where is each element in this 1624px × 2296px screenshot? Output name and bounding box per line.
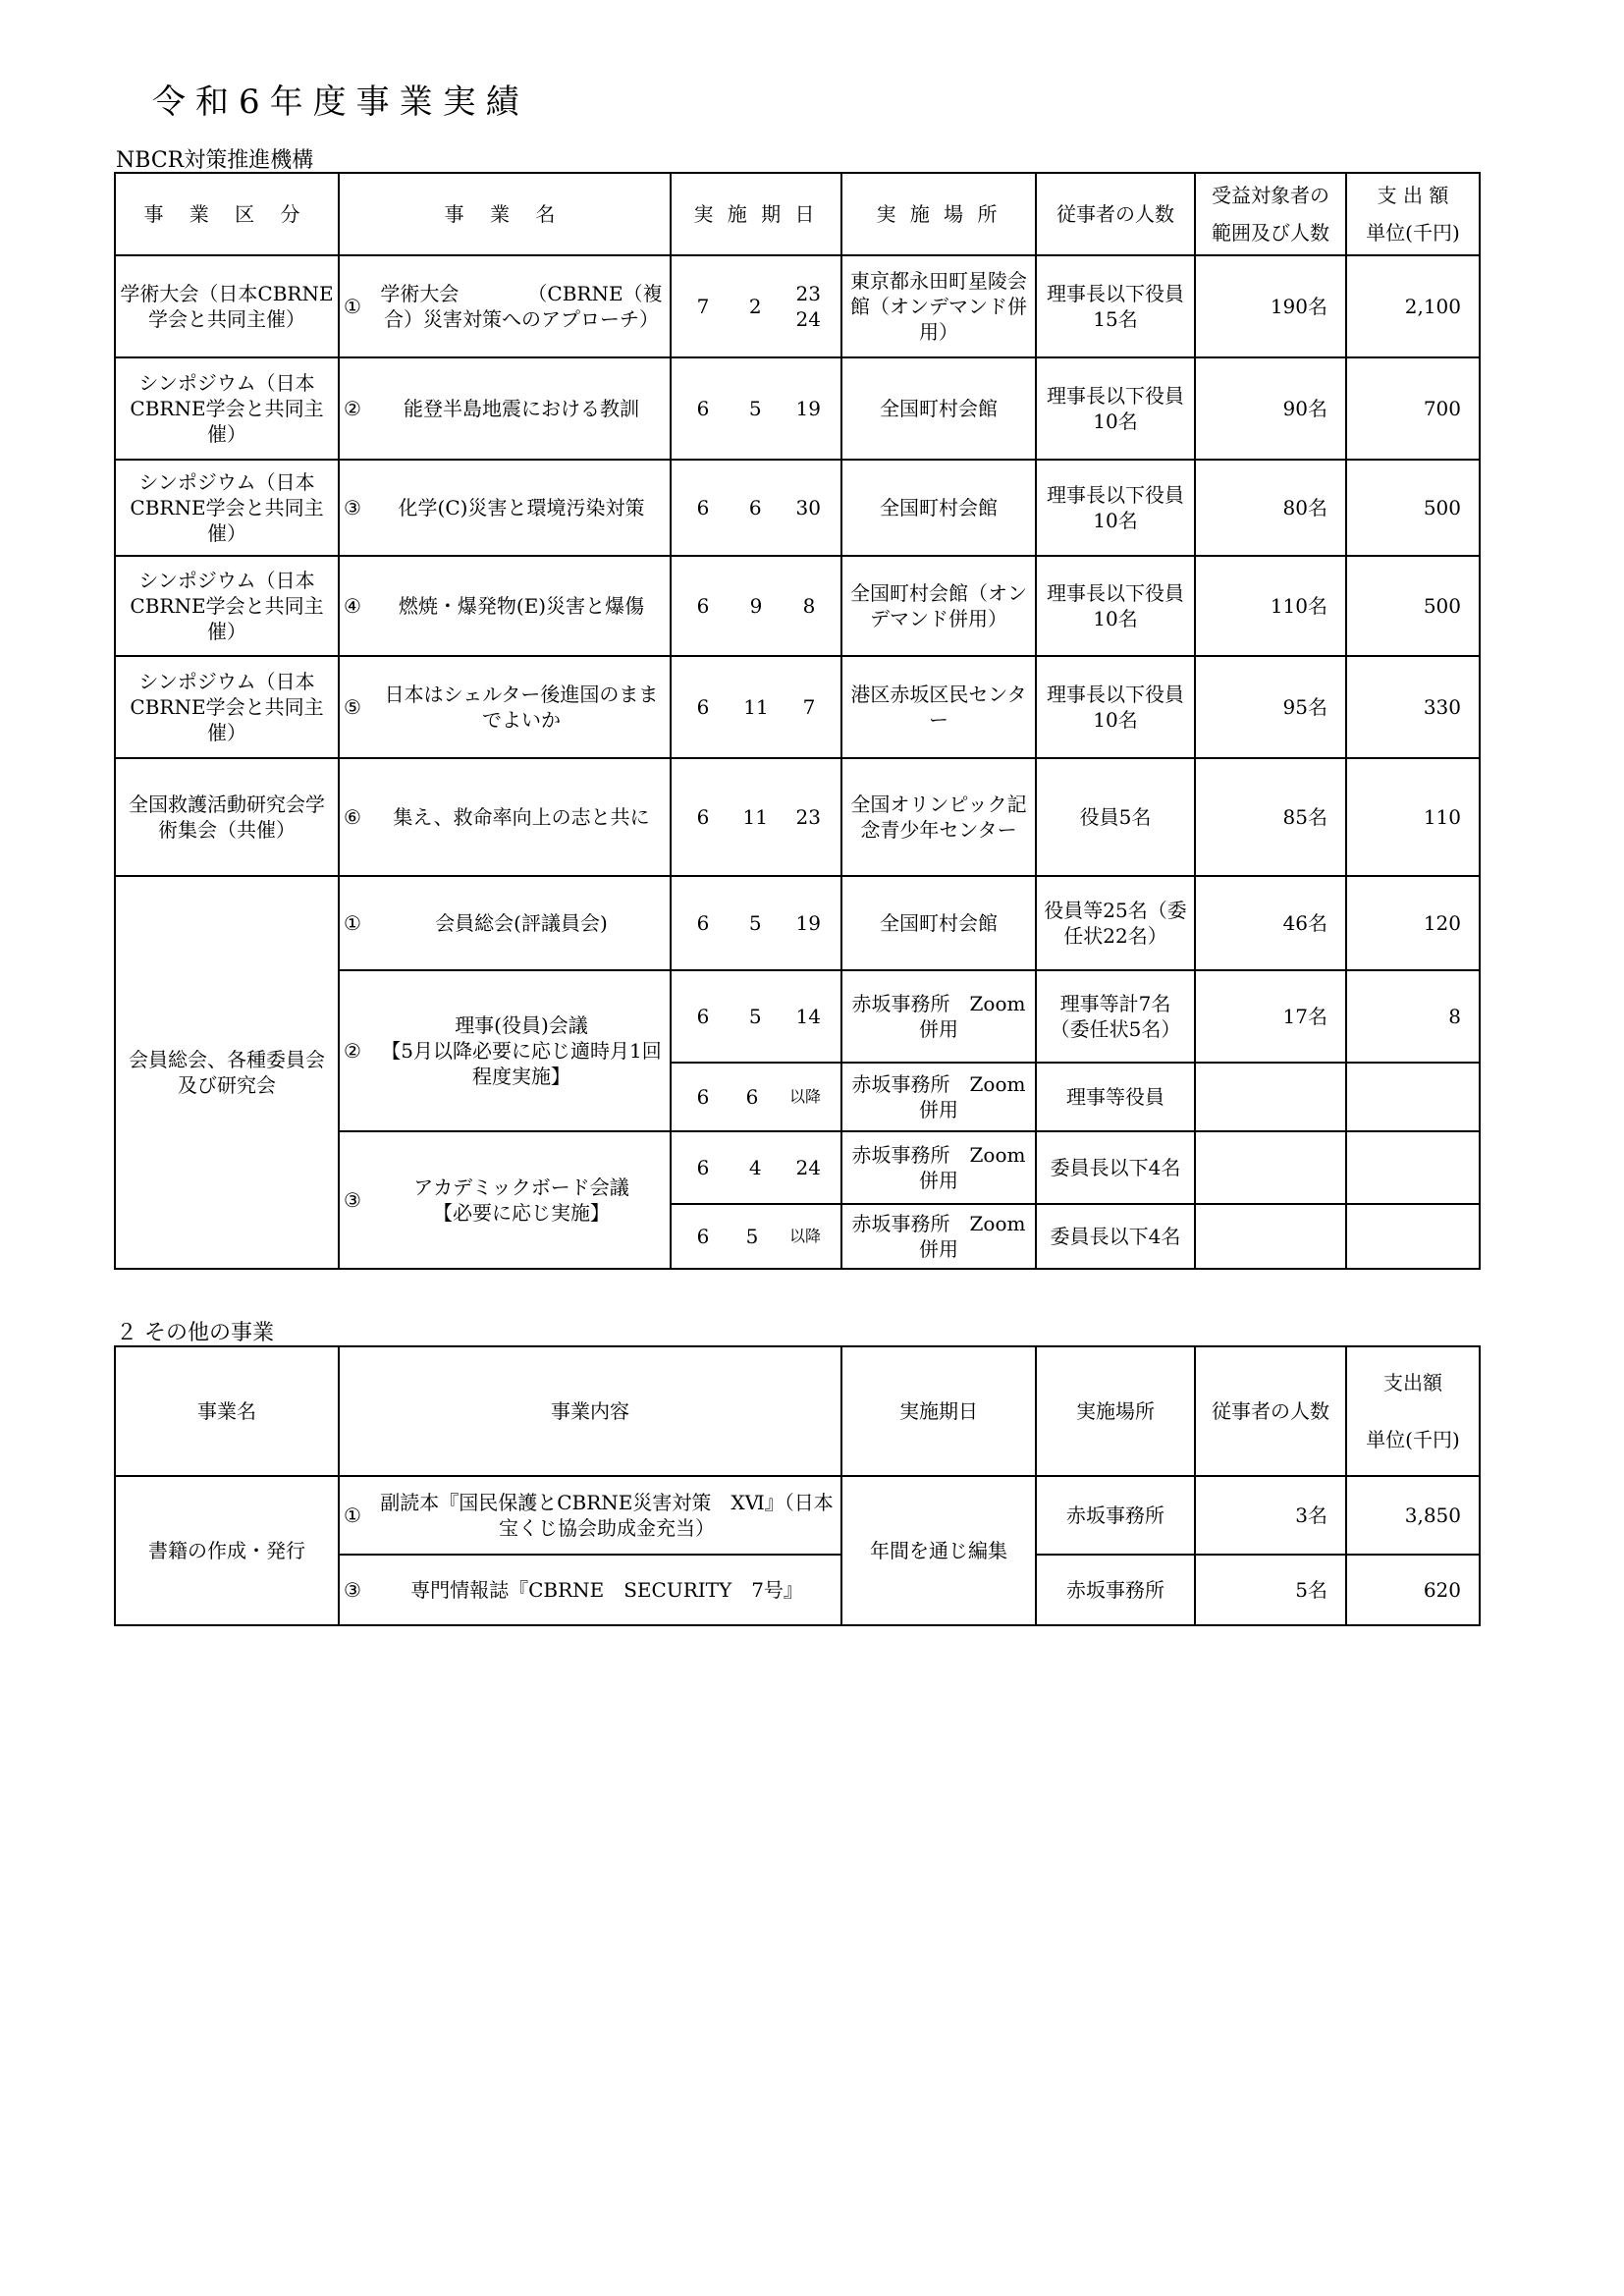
row-name-cell: [339, 1131, 671, 1269]
activity-table: [114, 172, 1481, 1270]
header-beneficiary-line2: 範囲及び人数: [1212, 221, 1329, 245]
date-day: 19: [795, 397, 821, 420]
header-staff: 従事者の人数: [1195, 1346, 1346, 1476]
date-month: 6: [748, 496, 762, 519]
row-place: 全国町村会館（オンデマンド併用）: [841, 556, 1036, 656]
meeting-category: 会員総会、各種委員会及び研究会: [115, 876, 339, 1269]
row-category: シンポジウム（日本CBRNE学会と共同主催）: [115, 460, 339, 556]
row-name-cell: [339, 970, 671, 1131]
row-number: ⑥: [344, 805, 361, 829]
row-place: 赤坂事務所 Zoom併用: [841, 970, 1036, 1063]
date-month: 5: [748, 1005, 762, 1028]
row-place: 全国町村会館: [841, 460, 1036, 556]
row-content-cell: [339, 1476, 841, 1555]
date-month: 9: [749, 594, 763, 618]
date-year: 6: [696, 1225, 710, 1248]
section-2-title: ２ その他の事業: [116, 1321, 274, 1345]
row-name: 化学(C)災害と環境汚染対策: [398, 496, 645, 519]
row-expense: 110: [1346, 758, 1480, 876]
row-place: 東京都永田町星陵会館（オンデマンド併用）: [841, 255, 1036, 357]
row-place: 赤坂事務所 Zoom併用: [841, 1204, 1036, 1269]
row-number: ①: [344, 911, 361, 935]
date-year: 6: [696, 695, 710, 719]
row-number: ⑤: [344, 695, 361, 719]
row-beneficiaries: 46名: [1195, 876, 1346, 970]
row-place: 全国町村会館: [841, 876, 1036, 970]
row-staff: 役員5名: [1036, 758, 1195, 876]
row-place: 全国町村会館: [841, 357, 1036, 460]
date-year: 6: [696, 911, 710, 935]
row-number: ①: [344, 295, 361, 318]
row-expense: [1346, 1063, 1480, 1131]
row-beneficiaries: 85名: [1195, 758, 1346, 876]
row-name: 会員総会(評議員会): [435, 911, 608, 935]
table-row: [115, 876, 1480, 970]
row-category: シンポジウム（日本CBRNE学会と共同主催）: [115, 556, 339, 656]
row-date: [671, 1204, 841, 1269]
page-title: 令和6年度事業実績: [152, 82, 529, 122]
table-row: [115, 255, 1480, 357]
table-row: [115, 357, 1480, 460]
row-place: 赤坂事務所: [1036, 1555, 1195, 1625]
row-category: 学術大会（日本CBRNE学会と共同主催）: [115, 255, 339, 357]
header-expense-line2: 単位(千円): [1366, 1428, 1460, 1451]
date-day: 7: [802, 695, 816, 719]
row-expense: 500: [1346, 556, 1480, 656]
row-content: 専門情報誌『CBRNE SECURITY 7号』: [410, 1578, 803, 1602]
row-place: 全国オリンピック記念青少年センター: [841, 758, 1036, 876]
row-number: ③: [344, 496, 361, 519]
row-name-cell: [339, 357, 671, 460]
row-date: [671, 656, 841, 758]
row-date: [671, 357, 841, 460]
header-expense-line1: 支出額: [1383, 1371, 1442, 1394]
row-staff: 3名: [1195, 1476, 1346, 1555]
row-name-cell: [339, 876, 671, 970]
date-day: 23: [795, 282, 821, 305]
date-day: 24: [795, 1156, 821, 1179]
row-staff: 理事等役員: [1036, 1063, 1195, 1131]
row-name: 理事(役員)会議: [455, 1013, 588, 1037]
header-category: 事 業 区 分: [115, 173, 339, 255]
row-category: シンポジウム（日本CBRNE学会と共同主催）: [115, 357, 339, 460]
row-staff: 役員等25名（委任状22名）: [1036, 876, 1195, 970]
row-name: 集え、救命率向上の志と共に: [393, 805, 650, 829]
header-date: 実 施 期 日: [671, 173, 841, 255]
row-staff: 委員長以下4名: [1036, 1204, 1195, 1269]
row-place: 赤坂事務所 Zoom併用: [841, 1131, 1036, 1204]
row-expense: 3,850: [1346, 1476, 1480, 1555]
row-staff: 理事長以下役員10名: [1036, 460, 1195, 556]
row-beneficiaries: 190名: [1195, 255, 1346, 357]
row-date: [671, 1131, 841, 1204]
table-header-row: [115, 1346, 1480, 1476]
header-staff: 従事者の人数: [1036, 173, 1195, 255]
header-expense: [1346, 173, 1480, 255]
row-beneficiaries: [1195, 1063, 1346, 1131]
row-number: ②: [344, 1039, 361, 1063]
row-expense: [1346, 1204, 1480, 1269]
row-staff: 理事長以下役員10名: [1036, 357, 1195, 460]
date-year: 7: [696, 295, 710, 318]
row-date: [671, 876, 841, 970]
row-place: 赤坂事務所 Zoom併用: [841, 1063, 1036, 1131]
date-day: 以降: [788, 1227, 821, 1245]
date-month: 11: [742, 805, 768, 829]
row-name-note: 【必要に応じ実施】: [433, 1201, 610, 1225]
header-place: 実 施 場 所: [841, 173, 1036, 255]
row-number: ④: [344, 594, 361, 618]
date-year: 6: [696, 1156, 710, 1179]
table-row: [115, 656, 1480, 758]
row-place: 港区赤坂区民センター: [841, 656, 1036, 758]
table-row: [115, 460, 1480, 556]
date-day: 8: [802, 594, 816, 618]
row-beneficiaries: 90名: [1195, 357, 1346, 460]
row-name: 燃焼・爆発物(E)災害と爆傷: [398, 594, 645, 618]
row-number: ③: [344, 1188, 361, 1212]
row-beneficiaries: [1195, 1204, 1346, 1269]
row-name-cell: [339, 656, 671, 758]
row-date: [671, 1063, 841, 1131]
row-staff: 理事等計7名（委任状5名）: [1036, 970, 1195, 1063]
row-expense: 120: [1346, 876, 1480, 970]
table-row: [115, 758, 1480, 876]
date-day: 14: [795, 1005, 821, 1028]
row-date: [671, 255, 841, 357]
date-month: 11: [743, 695, 769, 719]
row-expense: 8: [1346, 970, 1480, 1063]
header-expense-line2: 単位(千円): [1366, 221, 1460, 245]
row-expense: 500: [1346, 460, 1480, 556]
row-expense: 2,100: [1346, 255, 1480, 357]
row-staff: 理事長以下役員15名: [1036, 255, 1195, 357]
date-day: 19: [795, 911, 821, 935]
date-month: 2: [748, 295, 762, 318]
book-category: 書籍の作成・発行: [115, 1476, 339, 1625]
row-name-cell: [339, 460, 671, 556]
header-beneficiary-line1: 受益対象者の: [1212, 184, 1329, 207]
header-name: 事業名: [115, 1346, 339, 1476]
date-month: 4: [748, 1156, 762, 1179]
row-date: [671, 758, 841, 876]
book-date: 年間を通じ編集: [841, 1476, 1036, 1625]
date-month: 5: [748, 397, 762, 420]
date-year: 6: [696, 496, 710, 519]
header-content: 事業内容: [339, 1346, 841, 1476]
header-date: 実施期日: [841, 1346, 1036, 1476]
header-place: 実施場所: [1036, 1346, 1195, 1476]
table-row: [115, 556, 1480, 656]
table-row: [115, 1476, 1480, 1555]
organization-name: NBCR対策推進機構: [116, 148, 314, 173]
header-beneficiary: [1195, 173, 1346, 255]
date-day: 23: [795, 805, 821, 829]
row-beneficiaries: 17名: [1195, 970, 1346, 1063]
row-beneficiaries: 95名: [1195, 656, 1346, 758]
row-name-note: 【5月以降必要に応じ適時月1回程度実施】: [381, 1039, 662, 1088]
row-content-cell: [339, 1555, 841, 1625]
header-name: 事 業 名: [339, 173, 671, 255]
other-projects-table: [114, 1345, 1481, 1626]
row-expense: 700: [1346, 357, 1480, 460]
row-place: 赤坂事務所: [1036, 1476, 1195, 1555]
row-name-cell: [339, 255, 671, 357]
row-date: [671, 556, 841, 656]
row-expense: [1346, 1131, 1480, 1204]
date-month: 6: [745, 1085, 759, 1109]
row-name-cell: [339, 556, 671, 656]
row-beneficiaries: 110名: [1195, 556, 1346, 656]
date-year: 6: [696, 594, 710, 618]
date-month: 5: [748, 911, 762, 935]
row-number: ②: [344, 397, 361, 420]
row-date: [671, 970, 841, 1063]
row-number: ①: [344, 1503, 361, 1527]
row-staff: 理事長以下役員10名: [1036, 656, 1195, 758]
row-staff: 理事長以下役員10名: [1036, 556, 1195, 656]
row-beneficiaries: [1195, 1131, 1346, 1204]
row-category: シンポジウム（日本CBRNE学会と共同主催）: [115, 656, 339, 758]
row-expense: 330: [1346, 656, 1480, 758]
date-day: 以降: [788, 1087, 821, 1106]
header-expense: [1346, 1346, 1480, 1476]
date-day2: 24: [795, 307, 821, 331]
row-expense: 620: [1346, 1555, 1480, 1625]
row-number: ③: [344, 1578, 361, 1602]
date-year: 6: [696, 397, 710, 420]
row-staff: 5名: [1195, 1555, 1346, 1625]
row-content: 副読本『国民保護とCBRNE災害対策 XⅥ』（日本宝くじ協会助成金充当）: [380, 1491, 834, 1540]
date-month: 5: [745, 1225, 759, 1248]
table-header-row: [115, 173, 1480, 255]
header-expense-line1: 支 出 額: [1377, 184, 1449, 207]
row-name: アカデミックボード会議: [413, 1175, 629, 1199]
row-category: 全国救護活動研究会学術集会（共催）: [115, 758, 339, 876]
row-name: 能登半島地震における教訓: [404, 397, 639, 420]
row-name: 日本はシェルター後進国のままでよいか: [384, 683, 659, 732]
row-beneficiaries: 80名: [1195, 460, 1346, 556]
date-year: 6: [696, 1085, 710, 1109]
row-name-cell: [339, 758, 671, 876]
row-date: [671, 460, 841, 556]
date-day: 30: [795, 496, 821, 519]
row-staff: 委員長以下4名: [1036, 1131, 1195, 1204]
date-year: 6: [696, 805, 710, 829]
row-name: 学術大会 （CBRNE（複合）災害対策へのアプローチ）: [380, 282, 663, 331]
date-year: 6: [696, 1005, 710, 1028]
